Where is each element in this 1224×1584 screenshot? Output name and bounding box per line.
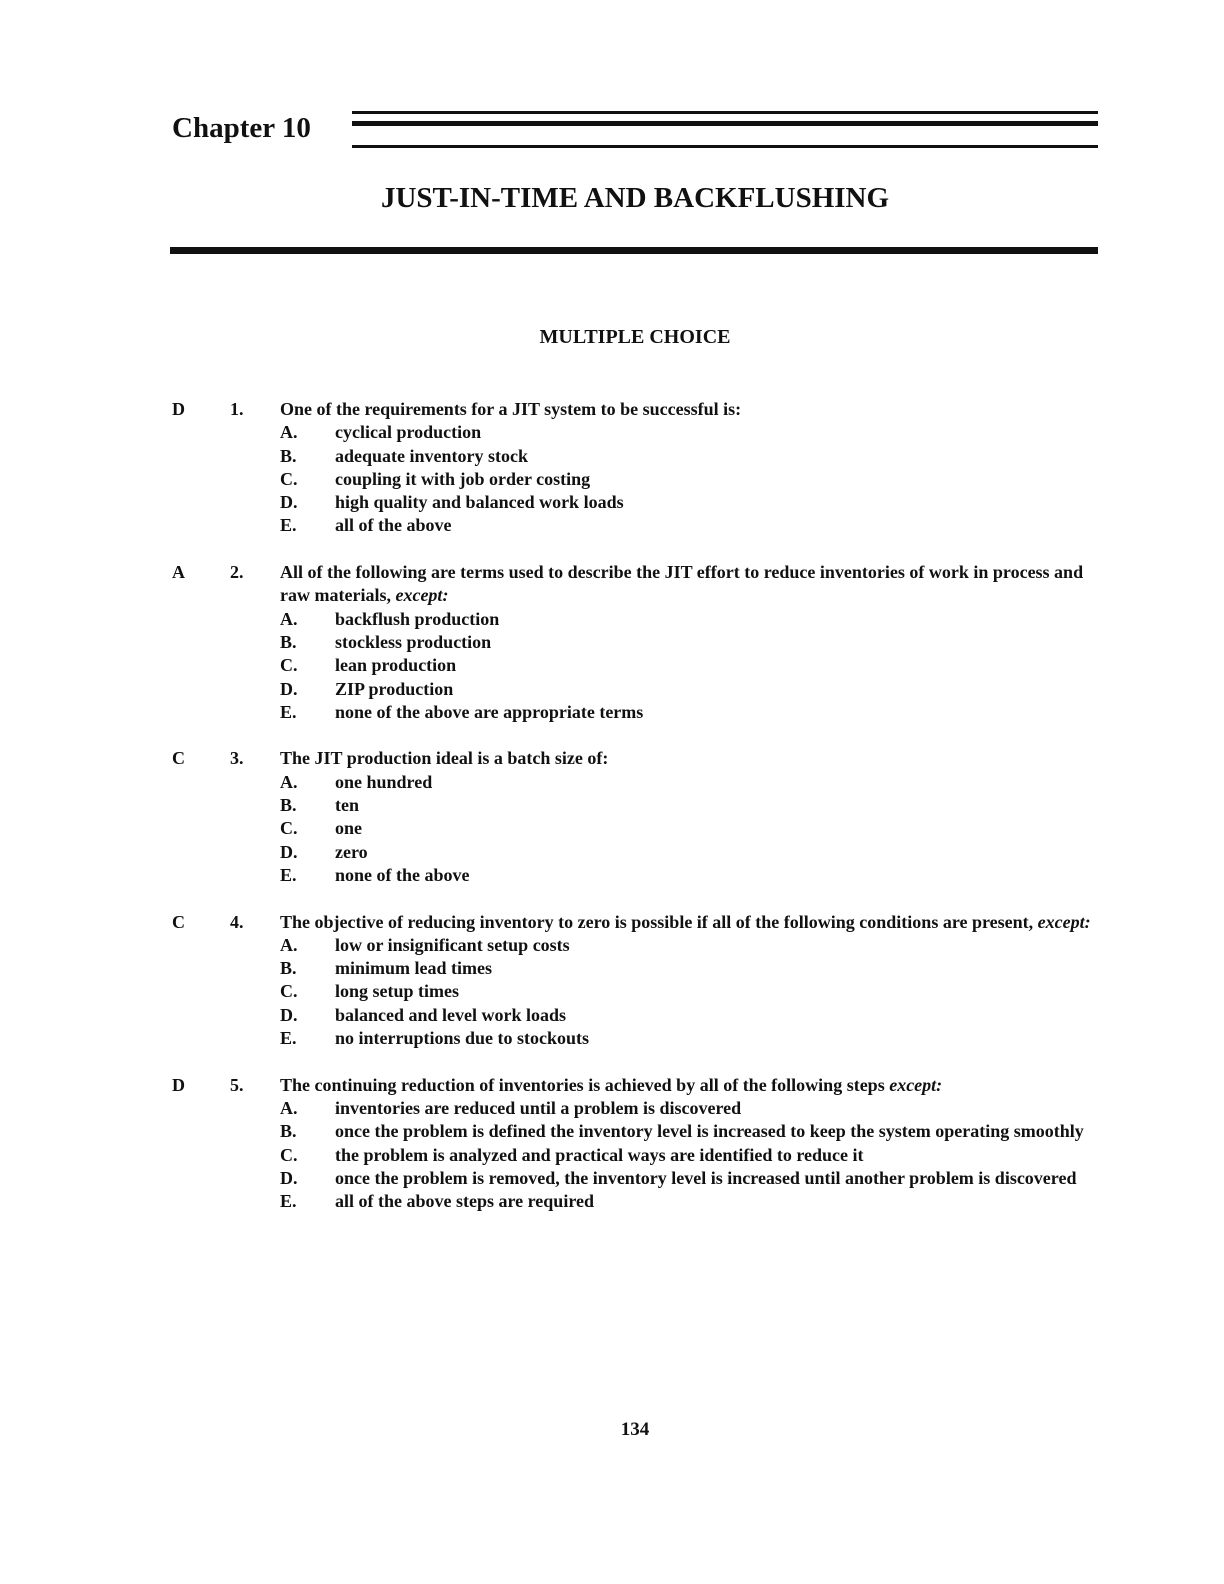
option (280, 980, 1112, 1003)
option-letter: E. (280, 864, 297, 885)
option-text: none of the above (335, 864, 470, 885)
question-text (280, 911, 1112, 934)
question-number: 5. (230, 1074, 244, 1095)
option (280, 1027, 1112, 1050)
question-stem: The JIT production ideal is a batch size of: (280, 748, 609, 769)
option-letter: B. (280, 631, 297, 652)
option-text: the problem is analyzed and practical ways are identified to reduce it (335, 1144, 864, 1165)
option-text: adequate inventory stock (335, 445, 528, 466)
question-number: 3. (230, 748, 244, 769)
option-text: cyclical production (335, 422, 482, 443)
answer-key: D (172, 399, 185, 419)
chapter-label: Chapter 10 (172, 112, 311, 144)
question-stem: The continuing reduction of inventories is achieved by all of the following steps (280, 1074, 885, 1095)
option-text: high quality and balanced work loads (335, 492, 624, 513)
question-stem: All of the following are terms used to describe the JIT effort to reduce inventories of work in process and raw materials, (280, 562, 1084, 606)
question-text (280, 561, 1112, 608)
option-letter: B. (280, 958, 297, 979)
option-letter: D. (280, 678, 298, 699)
option-text: ZIP production (335, 678, 454, 699)
option-letter: B. (280, 795, 297, 816)
section-heading: MULTIPLE CHOICE (539, 326, 731, 348)
option-text: one hundred (335, 771, 433, 792)
question-stem: One of the requirements for a JIT system to be successful is: (280, 399, 742, 419)
option-text: stockless production (335, 631, 492, 652)
question-2 (172, 561, 1112, 724)
option (280, 631, 1112, 654)
option-text: all of the above (335, 515, 452, 536)
question-emphasis: except: (1037, 911, 1091, 932)
option-text: no interruptions due to stockouts (335, 1028, 590, 1049)
question-4 (172, 911, 1112, 1051)
option-letter: D. (280, 841, 298, 862)
option (280, 701, 1112, 724)
question-emphasis: except: (889, 1074, 943, 1095)
option (280, 491, 1112, 514)
option-letter: A. (280, 1097, 298, 1118)
question-3 (172, 747, 1112, 887)
option (280, 1190, 1112, 1213)
question-text (280, 398, 1112, 421)
option-letter: C. (280, 1144, 298, 1165)
option-letter: E. (280, 1191, 297, 1212)
option-text: balanced and level work loads (335, 1004, 567, 1025)
option-text: minimum lead times (335, 958, 492, 979)
option-letter: D. (280, 1004, 298, 1025)
option (280, 771, 1112, 794)
option-letter: C. (280, 818, 298, 839)
option-letter: E. (280, 701, 297, 722)
option (280, 468, 1112, 491)
question-list (172, 398, 1112, 1237)
option-text: none of the above are appropriate terms (335, 701, 644, 722)
option-letter: E. (280, 515, 297, 536)
option (280, 1144, 1112, 1167)
answer-key: A (172, 562, 185, 583)
option-text: inventories are reduced until a problem is discovered (335, 1097, 742, 1118)
page-number: 134 (620, 1419, 650, 1440)
option-text: once the problem is defined the inventory level is increased to keep the system operating smoothly (335, 1121, 1084, 1142)
title-divider (170, 247, 1098, 254)
option-letter: A. (280, 422, 298, 443)
option (280, 817, 1112, 840)
option-text: backflush production (335, 608, 500, 629)
option (280, 1120, 1112, 1143)
option (280, 1097, 1112, 1120)
option (280, 957, 1112, 980)
option-text: once the problem is removed, the inventory level is increased until another problem is discovered (335, 1167, 1077, 1188)
option (280, 421, 1112, 444)
question-text (280, 747, 1112, 770)
option-text: zero (335, 841, 368, 862)
header-rule-bottom (352, 145, 1098, 148)
option-letter: A. (280, 771, 298, 792)
option-text: lean production (335, 655, 457, 676)
option-text: all of the above steps are required (335, 1191, 594, 1212)
question-number: 1. (230, 399, 244, 419)
header-rule-thick (352, 121, 1098, 126)
option-letter: C. (280, 655, 298, 676)
option (280, 514, 1112, 537)
option (280, 654, 1112, 677)
option-letter: B. (280, 1121, 297, 1142)
option-letter: A. (280, 608, 298, 629)
option-text: one (335, 818, 362, 839)
option (280, 445, 1112, 468)
option (280, 864, 1112, 887)
question-1 (172, 398, 1112, 538)
question-number: 4. (230, 911, 244, 932)
option-letter: C. (280, 468, 298, 489)
option-letter: B. (280, 445, 297, 466)
option (280, 1004, 1112, 1027)
header-rule-top (352, 111, 1098, 114)
question-5 (172, 1074, 1112, 1214)
option (280, 794, 1112, 817)
option-text: low or insignificant setup costs (335, 934, 570, 955)
question-number: 2. (230, 562, 244, 583)
question-text (280, 1074, 1112, 1097)
option-text: ten (335, 795, 359, 816)
question-emphasis: except: (395, 585, 449, 606)
option (280, 678, 1112, 701)
option-letter: D. (280, 1167, 298, 1188)
answer-key: D (172, 1074, 185, 1095)
answer-key: C (172, 748, 185, 769)
option-letter: D. (280, 492, 298, 513)
option (280, 1167, 1112, 1190)
option-text: long setup times (335, 981, 460, 1002)
option-letter: A. (280, 934, 298, 955)
option-letter: E. (280, 1028, 297, 1049)
option (280, 841, 1112, 864)
option (280, 934, 1112, 957)
chapter-title: JUST-IN-TIME AND BACKFLUSHING (380, 182, 890, 214)
question-stem: The objective of reducing inventory to zero is possible if all of the following conditions are present, (280, 911, 1034, 932)
option-text: coupling it with job order costing (335, 468, 591, 489)
option-letter: C. (280, 981, 298, 1002)
answer-key: C (172, 911, 185, 932)
option (280, 608, 1112, 631)
